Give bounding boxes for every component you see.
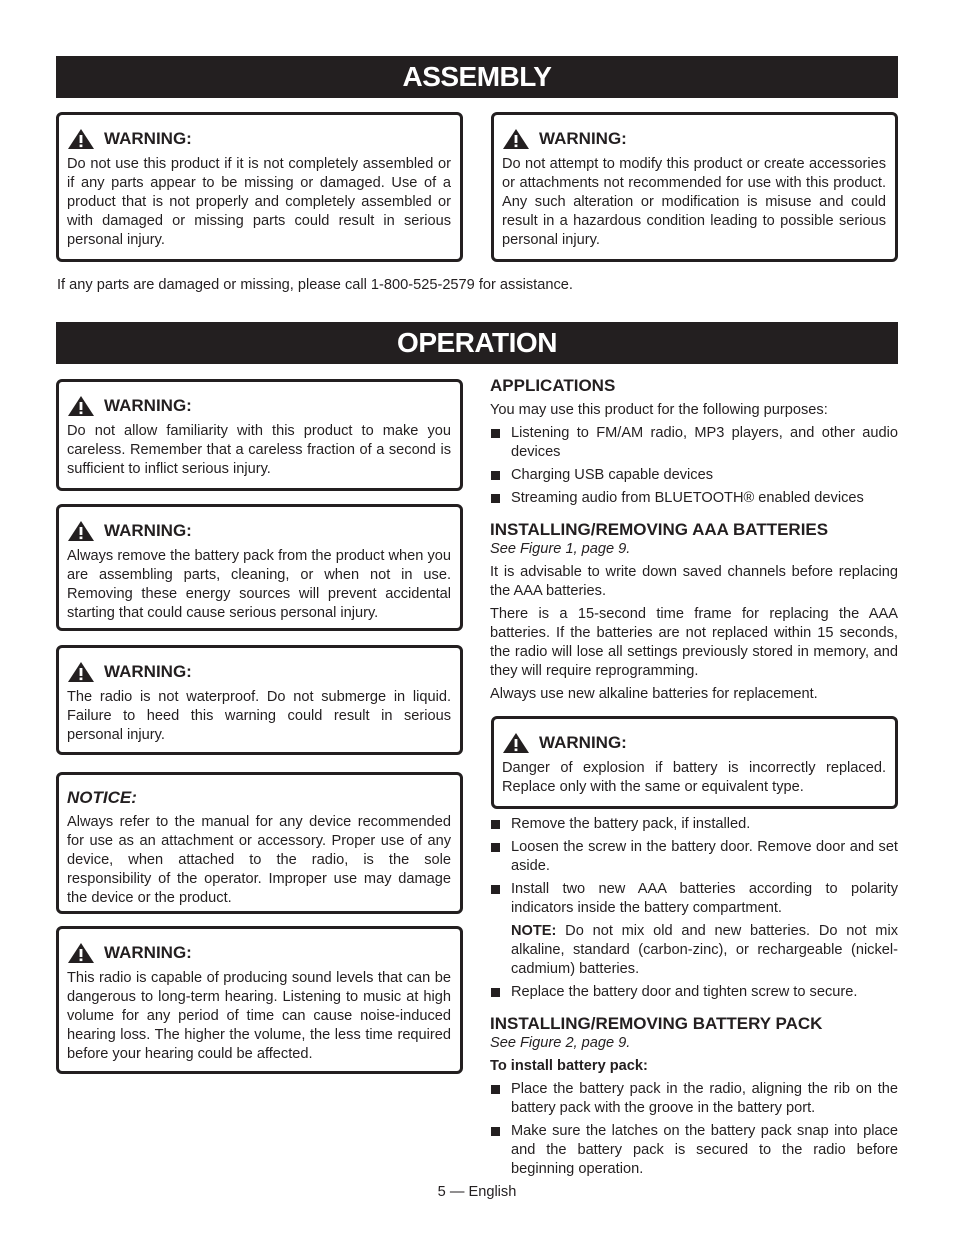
aaa-last-step-list [490,983,898,1002]
aaa-batteries-section [490,520,898,708]
warning-triangle-icon [67,942,95,964]
list-item: Make sure the latches on the battery pack snap into place and the battery pack is secured to the radio before beginning operation. [490,1122,898,1179]
applications-intro: You may use this product for the following purposes: [490,402,828,418]
list-item: Streaming audio from BLUETOOTH® enabled devices [490,489,898,508]
warning-triangle-icon [67,520,95,542]
aaa-steps [490,815,898,1006]
operation-warning-box-5 [56,926,463,1074]
warning-text: Do not attempt to modify this product or create accessories or attachments not recommended for use with this product. Any such alteration or modification is misuse and could result in a hazardous condition leading to possible serious personal injury. [502,156,886,248]
warning-text: Do not allow familiarity with this product to make you careless. Remember that a careless fraction of a second is sufficient to inflict serious injury. [67,423,451,477]
warning-heading: WARNING: [104,943,192,962]
warning-triangle-icon [67,395,95,417]
warning-text: Danger of explosion if battery is incorrectly replaced. Replace only with the same or equivalent type. [502,760,886,795]
warning-heading: WARNING: [539,733,627,752]
assembly-warning-box-2 [491,112,898,262]
battery-pack-heading: INSTALLING/REMOVING BATTERY PACK [490,1014,823,1033]
notice-heading: NOTICE: [67,788,137,807]
aaa-steps-list [490,815,898,918]
operation-warning-box-2 [56,504,463,631]
warning-heading: WARNING: [104,662,192,681]
list-item: Remove the battery pack, if installed. [490,815,898,834]
warning-triangle-icon [502,732,530,754]
aaa-paragraph: There is a 15-second time frame for replacing the AAA batteries. If the batteries are not replaced within 15 seconds, the radio will lose all settings previously stored in memory, and they will require reprogramming. [490,606,898,679]
assembly-warning-box-1 [56,112,463,262]
warning-triangle-icon [67,661,95,683]
page-footer: 5 — English [437,1184,517,1200]
list-item: Replace the battery door and tighten screw to secure. [490,983,898,1002]
list-item: Loosen the screw in the battery door. Remove door and set aside. [490,838,898,876]
warning-text: Do not use this product if it is not completely assembled or if any parts appear to be missing or damaged. Use of a product that is not properly and completely assembled or with damaged or missing parts could result in serious personal injury. [67,156,451,248]
applications-section [490,376,898,512]
note-text: Do not mix old and new batteries. Do not mix alkaline, standard (carbon-zinc), or rechargeable (nickel-cadmium) batteries. [511,923,898,977]
assembly-banner: ASSEMBLY [56,56,898,98]
aaa-paragraph: It is advisable to write down saved channels before replacing the AAA batteries. [490,564,898,599]
warning-heading: WARNING: [104,129,192,148]
warning-heading: WARNING: [539,129,627,148]
list-item: Place the battery pack in the radio, aligning the rib on the battery pack with the groove in the battery port. [490,1080,898,1118]
notice-text: Always refer to the manual for any device recommended for use as an attachment or accessory. Proper use of any device, when attached to the radio, is the sole responsibility of the operator. Improper use may damage the device or the product. [67,814,451,906]
warning-text: Always remove the battery pack from the product when you are assembling parts, cleaning, or when not in use. Removing these energy sources will prevent accidental starting that could cause serious personal injury. [67,548,451,621]
note-paragraph [490,922,898,979]
operation-banner: OPERATION [56,322,898,364]
warning-heading: WARNING: [104,396,192,415]
warning-text: This radio is capable of producing sound levels that can be dangerous to long-term hearing. Listening to music at high volume for any period of time can cause noise-induced hearing loss. The higher the volume, the less time required before your hearing could be affected. [67,970,451,1062]
warning-heading: WARNING: [104,521,192,540]
explosion-warning-box [491,716,898,809]
aaa-paragraph: Always use new alkaline batteries for replacement. [490,686,818,702]
battery-pack-steps [490,1080,898,1179]
warning-triangle-icon [502,128,530,150]
battery-pack-section [490,1014,898,1183]
operation-warning-box-1 [56,379,463,491]
list-item: Listening to FM/AM radio, MP3 players, and other audio devices [490,424,898,462]
warning-triangle-icon [67,128,95,150]
list-item: Install two new AAA batteries according to polarity indicators inside the battery compartment. [490,880,898,918]
install-subheading: To install battery pack: [490,1058,648,1074]
list-item: Charging USB capable devices [490,466,898,485]
applications-list [490,424,898,508]
note-label: NOTE: [511,923,557,939]
figure-reference: See Figure 2, page 9. [490,1035,631,1051]
applications-heading: APPLICATIONS [490,376,616,395]
aaa-heading: INSTALLING/REMOVING AAA BATTERIES [490,520,829,539]
figure-reference: See Figure 1, page 9. [490,541,631,557]
missing-parts-note: If any parts are damaged or missing, please call 1-800-525-2579 for assistance. [57,277,573,293]
warning-text: The radio is not waterproof. Do not submerge in liquid. Failure to heed this warning could result in serious personal injury. [67,689,451,743]
operation-warning-box-3 [56,645,463,755]
notice-box [56,772,463,914]
